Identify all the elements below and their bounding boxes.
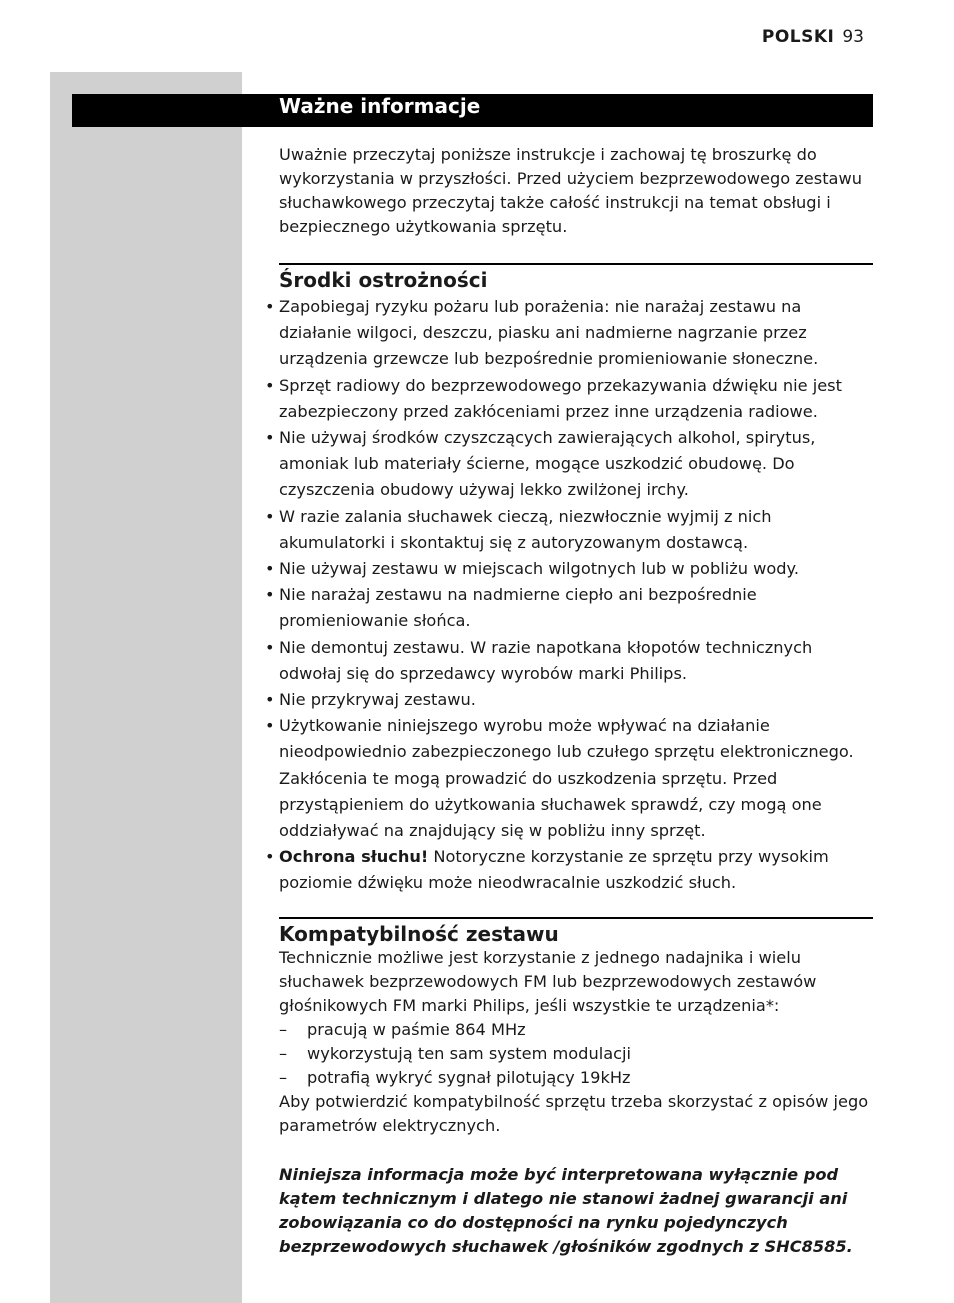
compatibility-outro: Aby potwierdzić kompatybilność sprzętu trzeba skorzystać z opisów jego parametrów elektrycznych. xyxy=(279,1092,869,1135)
legal-notice: Niniejsza informacja może być interpretowana wyłącznie pod kątem technicznym i dlatego nie stanowi żadnej gwarancji ani zobowiązania co do dostępności na rynku pojedynczych bezprzewodowych słuchawek /głośników zgodnych z SHC8585. xyxy=(279,1165,853,1256)
list-item-text: Nie używaj zestawu w miejscach wilgotnych lub w pobliżu wody. xyxy=(279,559,799,579)
list-item: – pracują w paśmie 864 MHz xyxy=(279,1020,526,1039)
list-item: – wykorzystują ten sam system modulacji xyxy=(279,1044,632,1063)
list-item: • W razie zalania słuchawek cieczą, niezwłocznie wyjmij z nich akumulatorki i skontaktuj się z autoryzowanym dostawcą. xyxy=(265,506,772,552)
list-item: • Zapobiegaj ryzyku pożaru lub porażenia: nie narażaj zestawu na działanie wilgoci, deszczu, piasku ani nadmierne nagrzanie przez urządzenia grzewcze lub bezpośrednie promieniowanie słoneczne. xyxy=(265,297,819,369)
list-item: • Nie narażaj zestawu na nadmierne ciepło ani bezpośrednie promieniowanie słońca. xyxy=(265,585,757,631)
list-item: • Nie używaj środków czyszczących zawierających alkohol, spirytus, amoniak lub materiały ścierne, mogące uszkodzić obudowę. Do czyszczenia obudowy używaj lekko zwilżonej irchy. xyxy=(265,428,816,500)
list-item: • Użytkowanie niniejszego wyrobu może wpływać na działanie nieodpowiednio zabezpieczonego lub czułego sprzętu elektronicznego. Zakłócenia te mogą prowadzić do uszkodzenia sprzętu. Przed przystąpieniem do użytkowania słuchawek sprawdź, czy mogą one oddziaływać na znajdujący się w pobliżu inny sprzęt. xyxy=(265,716,854,841)
list-item-text: wykorzystują ten sam system modulacji xyxy=(307,1044,632,1063)
page-title: Ważne informacje xyxy=(279,94,481,118)
hearing-warning-label: Ochrona słuchu! xyxy=(279,847,429,867)
list-item: • Sprzęt radiowy do bezprzewodowego przekazywania dźwięku nie jest zabezpieczony przed zakłóceniami przez inne urządzenia radiowe. xyxy=(265,375,842,421)
list-item-text: potrafią wykryć sygnał pilotujący 19kHz xyxy=(307,1068,631,1087)
list-item-text: Nie narażaj zestawu na nadmierne ciepło ani bezpośrednie promieniowanie słońca. xyxy=(279,585,757,631)
list-item-text: Sprzęt radiowy do bezprzewodowego przekazywania dźwięku nie jest zabezpieczony przed zakłóceniami przez inne urządzenia radiowe. xyxy=(279,375,842,421)
list-item: – potrafią wykryć sygnał pilotujący 19kHz xyxy=(279,1068,631,1087)
intro-paragraph: Uważnie przeczytaj poniższe instrukcje i zachowaj tę broszurkę do wykorzystania w przyszłości. Przed użyciem bezprzewodowego zestawu słuchawkowego przeczytaj także całość instrukcji na temat obsługi i bezpiecznego użytkowania sprzętu. xyxy=(279,145,862,236)
page-number: 93 xyxy=(842,27,864,47)
page-header xyxy=(762,27,864,47)
list-item-text: Nie demontuj zestawu. W razie napotkana kłopotów technicznych odwołaj się do sprzedawcy wyrobów marki Philips. xyxy=(279,637,813,683)
list-item-text: pracują w paśmie 864 MHz xyxy=(307,1020,526,1039)
list-item-text: Zapobiegaj ryzyku pożaru lub porażenia: nie narażaj zestawu na działanie wilgoci, deszczu, piasku ani nadmierne nagrzanie przez urządzenia grzewcze lub bezpośrednie promieniowanie słoneczne. xyxy=(279,297,819,369)
list-item-text: Notoryczne korzystanie ze sprzętu przy wysokim poziomie dźwięku może nieodwracalnie uszkodzić słuch. xyxy=(279,847,829,893)
list-item-text: Użytkowanie niniejszego wyrobu może wpływać na działanie nieodpowiednio zabezpieczonego lub czułego sprzętu elektronicznego. Zakłócenia te mogą prowadzić do uszkodzenia sprzętu. Przed przystąpieniem do użytkowania słuchawek sprawdź, czy mogą one oddziaływać na znajdujący się w pobliżu inny sprzęt. xyxy=(279,716,854,841)
compatibility-conditions xyxy=(279,1018,873,1090)
language-label: POLSKI xyxy=(761,27,835,47)
precautions-list xyxy=(265,294,877,897)
section-divider xyxy=(279,917,873,919)
list-item: • Nie demontuj zestawu. W razie napotkana kłopotów technicznych odwołaj się do sprzedawcy wyrobów marki Philips. xyxy=(265,637,813,683)
list-item-text: W razie zalania słuchawek cieczą, niezwłocznie wyjmij z nich akumulatorki i skontaktuj się z autoryzowanym dostawcą. xyxy=(279,506,772,552)
list-item: • Nie przykrywaj zestawu. xyxy=(265,690,476,710)
compatibility-section xyxy=(279,946,873,1138)
section-divider xyxy=(279,263,873,265)
list-item: • Nie używaj zestawu w miejscach wilgotnych lub w pobliżu wody. xyxy=(265,559,799,579)
page-sidebar xyxy=(50,72,242,1303)
compatibility-intro: Technicznie możliwe jest korzystanie z jednego nadajnika i wielu słuchawek bezprzewodowych FM lub bezprzewodowych zestawów głośnikowych FM marki Philips, jeśli wszystkie te urządzenia*: xyxy=(279,948,817,1015)
title-bar xyxy=(72,94,873,127)
list-item-text: Nie używaj środków czyszczących zawierających alkohol, spirytus, amoniak lub materiały ścierne, mogące uszkodzić obudowę. Do czyszczenia obudowy używaj lekko zwilżonej irchy. xyxy=(279,428,816,500)
compatibility-heading: Kompatybilność zestawu xyxy=(279,922,559,946)
list-item: • Ochrona słuchu! Notoryczne korzystanie ze sprzętu przy wysokim poziomie dźwięku może nieodwracalnie uszkodzić słuch. xyxy=(265,847,829,893)
precautions-heading: Środki ostrożności xyxy=(279,268,488,292)
list-item-text: Nie przykrywaj zestawu. xyxy=(279,690,476,710)
